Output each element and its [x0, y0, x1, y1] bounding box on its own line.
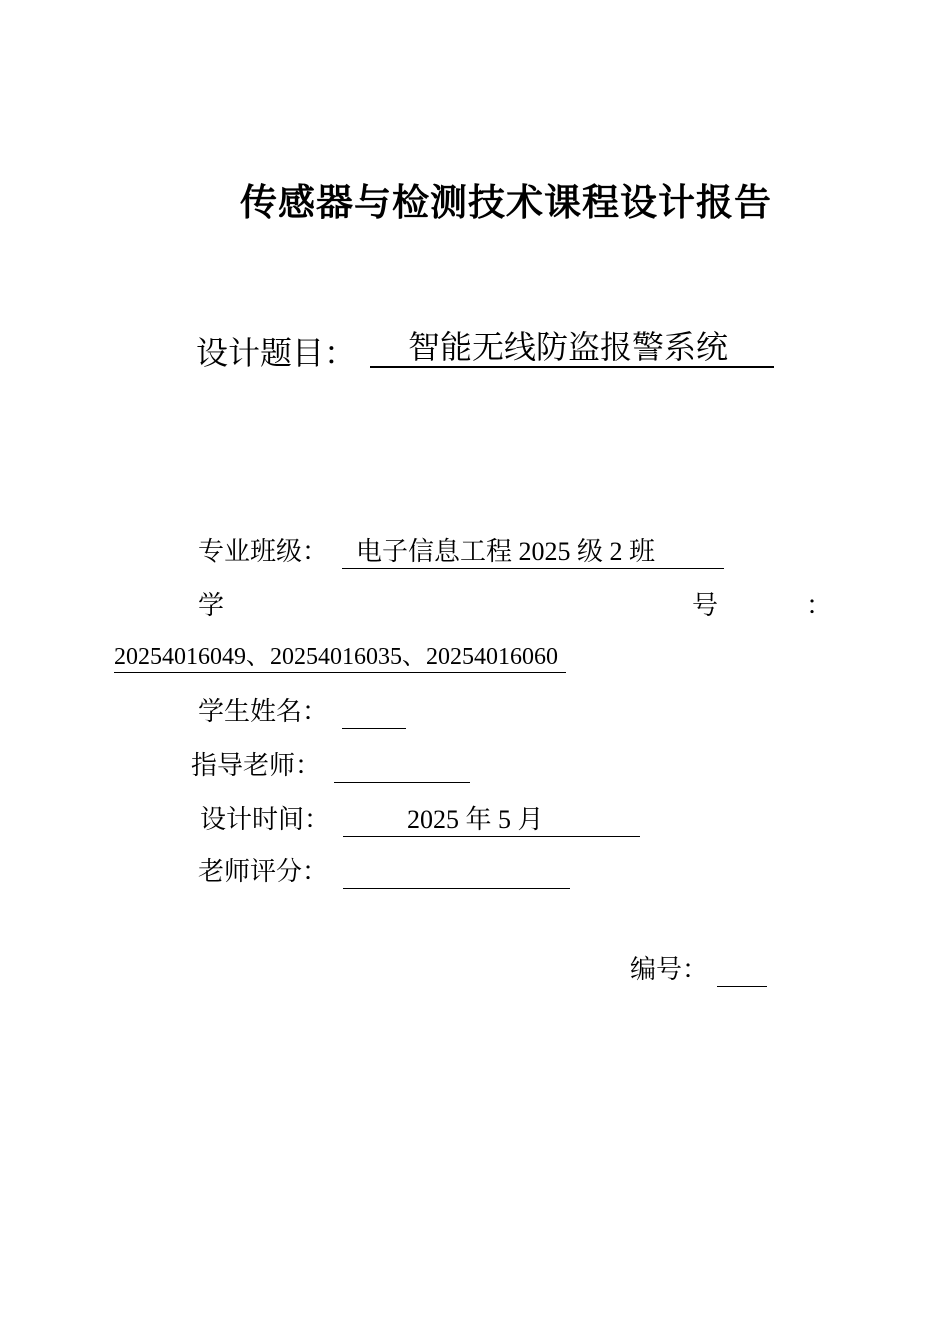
report-title: 传感器与检测技术课程设计报告 — [240, 181, 772, 224]
serial-number-field — [717, 954, 767, 987]
topic-label: 设计题目： — [196, 335, 357, 371]
score-field — [343, 856, 570, 889]
major-class-label: 专业班级： — [198, 537, 329, 566]
advisor-field — [334, 750, 470, 783]
design-time-value: 2025 年 5 月 — [407, 805, 544, 834]
student-id-value: 20254016049、20254016035、20254016060 — [114, 642, 566, 673]
student-name-field — [342, 696, 406, 729]
design-time-label: 设计时间： — [200, 805, 331, 834]
student-id-label-colon: ： — [806, 591, 833, 620]
design-time-field — [343, 804, 640, 837]
score-label: 老师评分： — [198, 857, 329, 886]
serial-number-label: 编号： — [630, 955, 709, 984]
major-class-field — [342, 536, 724, 569]
student-name-label: 学生姓名： — [198, 697, 329, 726]
major-class-value: 电子信息工程 2025 级 2 班 — [356, 537, 656, 566]
topic-value: 智能无线防盗报警系统 — [408, 329, 729, 365]
student-id-label-char-1: 学 — [198, 591, 225, 620]
advisor-label: 指导老师： — [191, 751, 322, 780]
student-id-label-char-2: 号 — [692, 591, 719, 620]
topic-value-field — [370, 328, 774, 368]
